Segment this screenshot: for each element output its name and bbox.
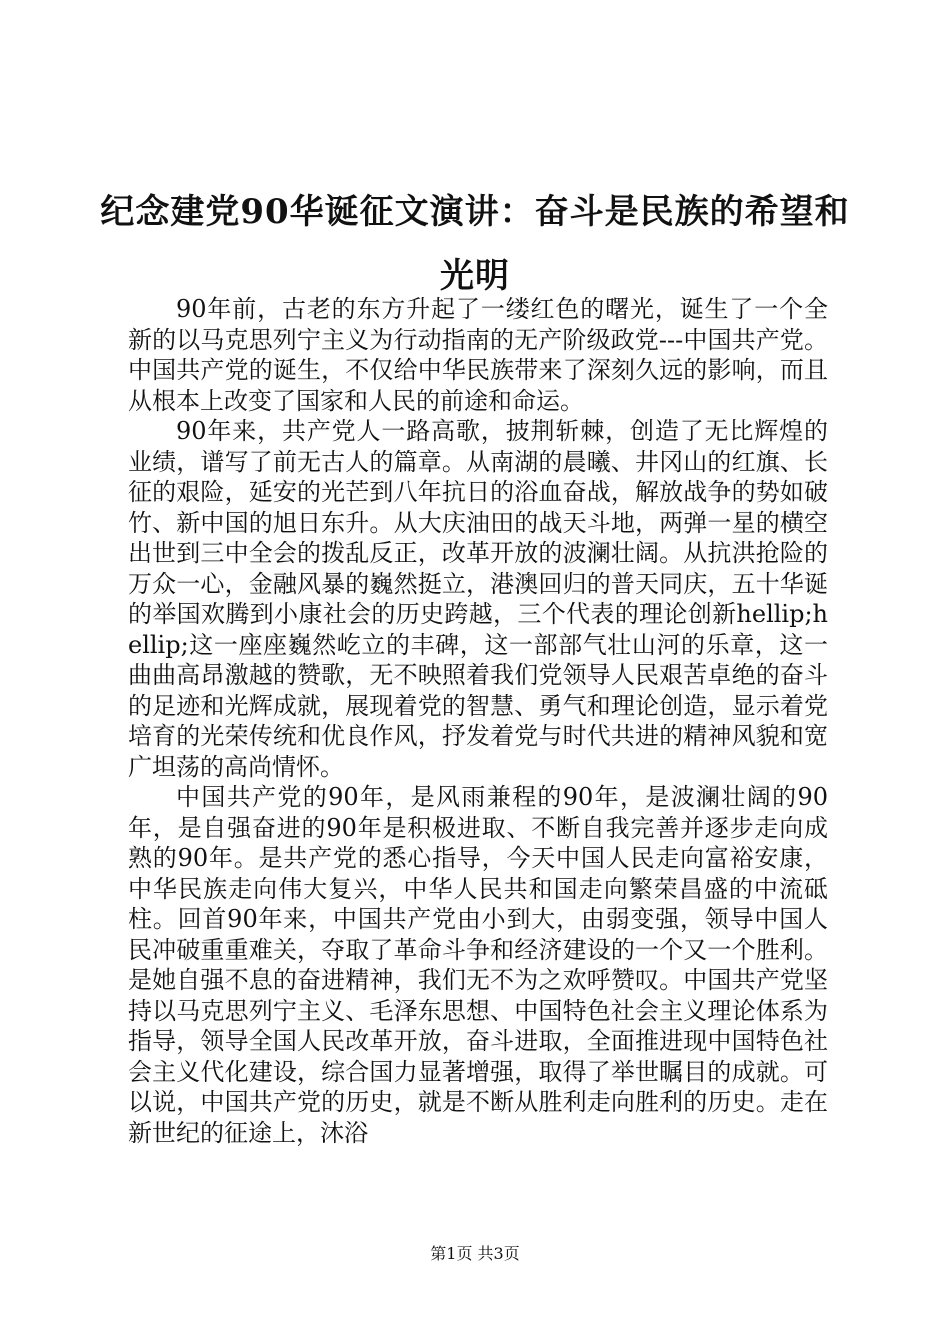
- page-footer: 第1页 共3页: [430, 1244, 520, 1263]
- paragraph-1: 90年前，古老的东方升起了一缕红色的曙光，诞生了一个全新的以马克思列宁主义为行动指南的无产阶级政党---中国共产党。中国共产党的诞生，不仅给中华民族带来了深刻久远的影响，而且从根本上改变了国家和人民的前途和命运。: [128, 295, 828, 415]
- document-title: 纪念建党90华诞征文演讲：奋斗是民族的希望和光明: [100, 192, 850, 296]
- paragraph-3: 中国共产党的90年，是风雨兼程的90年，是波澜壮阔的90年，是自强奋进的90年是积极进取、不断自我完善并逐步走向成熟的90年。是共产党的悉心指导，今天中国人民走向富裕安康，中华民族走向伟大复兴，中华人民共和国走向繁荣昌盛的中流砥柱。回首90年来，中国共产党由小到大，由弱变强，领导中国人民冲破重重难关，夺取了革命斗争和经济建设的一个又一个胜利。是她自强不息的奋进精神，我们无不为之欢呼赞叹。中国共产党坚持以马克思列宁主义、毛泽东思想、中国特色社会主义理论体系为指导，领导全国人民改革开放，奋斗进取，全面推进现中国特色社会主义代化建设，综合国力显著增强，取得了举世瞩目的成就。可以说，中国共产党的历史，就是不断从胜利走向胜利的历史。走在新世纪的征途上，沐浴: [128, 783, 828, 1147]
- document-body: [128, 294, 828, 1148]
- paragraph-2: 90年来，共产党人一路高歌，披荆斩棘，创造了无比辉煌的业绩，谱写了前无古人的篇章。从南湖的晨曦、井冈山的红旗、长征的艰险，延安的光芒到八年抗日的浴血奋战，解放战争的势如破竹、新中国的旭日东升。从大庆油田的战天斗地，两弹一星的横空出世到三中全会的拨乱反正，改革开放的波澜壮阔。从抗洪抢险的万众一心，金融风暴的巍然挺立，港澳回归的普天同庆，五十华诞的举国欢腾到小康社会的历史跨越，三个代表的理论创新hellip;hellip;这一座座巍然屹立的丰碑，这一部部气壮山河的乐章，这一曲曲高昂激越的赞歌，无不映照着我们党领导人民艰苦卓绝的奋斗的足迹和光辉成就，展现着党的智慧、勇气和理论创造，显示着党培育的光荣传统和优良作风，抒发着党与时代共进的精神风貌和宽广坦荡的高尚情怀。: [128, 417, 828, 781]
